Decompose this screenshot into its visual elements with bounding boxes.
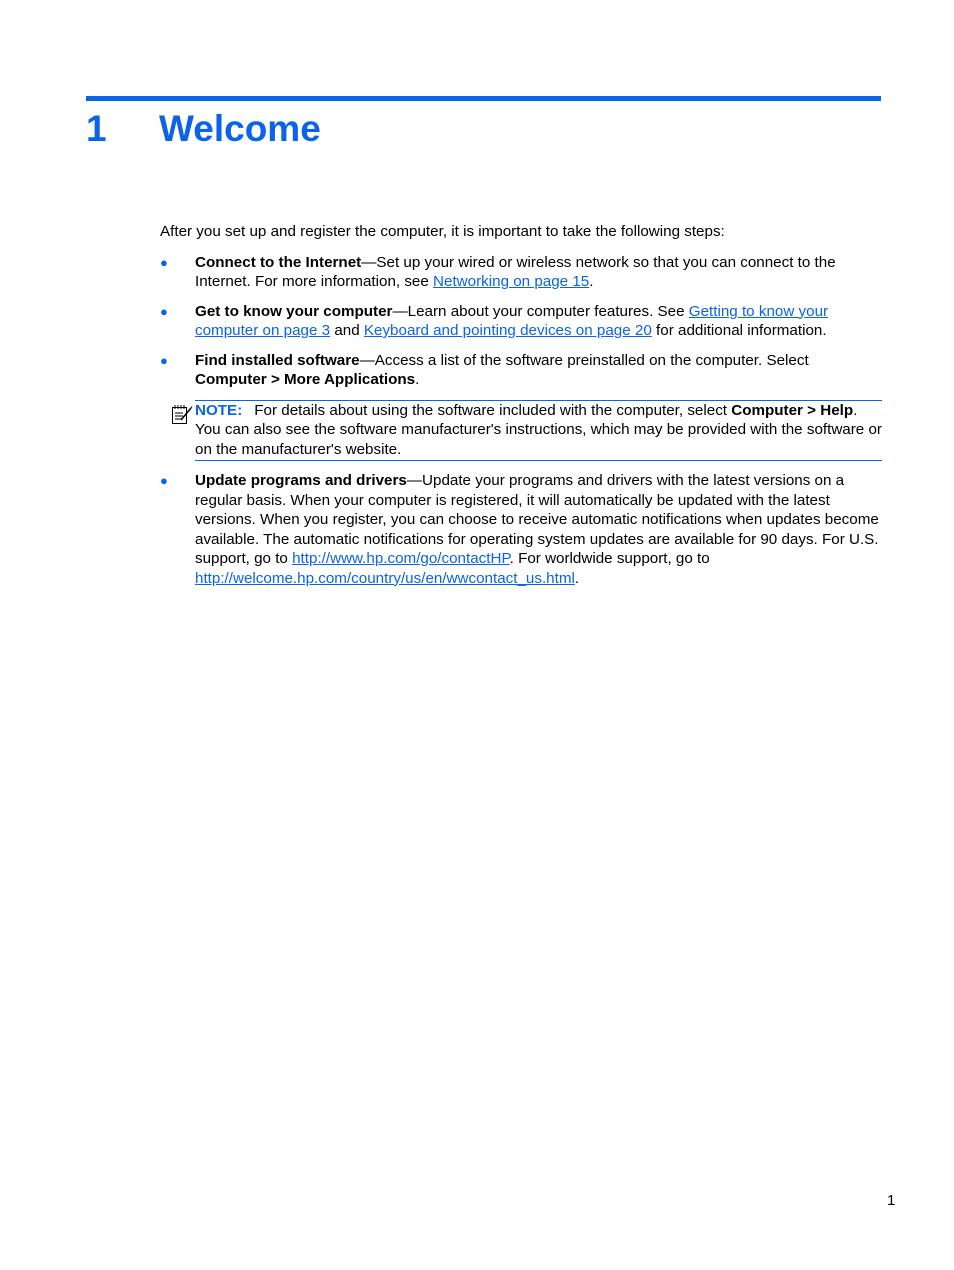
menu-path: Computer > More Applications bbox=[195, 371, 416, 388]
list-item-text: and bbox=[330, 322, 364, 339]
intro-paragraph: After you set up and register the computer, it is important to take the following steps: bbox=[160, 223, 725, 240]
list-item-text: . For worldwide support, go to bbox=[509, 550, 710, 567]
list-item-heading: Update programs and drivers bbox=[195, 472, 407, 489]
link-contact-hp[interactable]: http://www.hp.com/go/contactHP bbox=[292, 550, 510, 567]
list-item-heading: Connect to the Internet bbox=[195, 253, 362, 271]
list-item-text: . bbox=[589, 273, 594, 290]
list-item-text: for additional information. bbox=[651, 322, 827, 339]
chapter-title bbox=[86, 106, 321, 152]
list-item-text: . bbox=[574, 569, 580, 587]
list-item-text: —Update your programs and drivers with the latest versions on a regular basis. When your computer is registered, it will automatically be updated with the latest versions. When you register, you can choose to receive automatic notifications when updates become available. The automatic notifications for operating system updates are available for 90 days. For U.S. support, go to bbox=[195, 472, 879, 567]
list-item-heading: Get to know your computer bbox=[195, 302, 393, 320]
note-label: NOTE: bbox=[195, 401, 243, 419]
bullet-icon: ● bbox=[160, 254, 168, 270]
main-content bbox=[160, 222, 882, 598]
list-item-text: —Learn about your computer features. See bbox=[392, 302, 689, 320]
list-item-text: —Access a list of the software preinstalled on the computer. Select bbox=[359, 351, 809, 369]
note-text: For details about using the software included with the computer, select bbox=[254, 401, 732, 419]
page-number: 1 bbox=[887, 1192, 896, 1209]
link-networking[interactable]: Networking on page 15 bbox=[433, 273, 590, 290]
link-getting-to-know[interactable]: Getting to know your computer on page 3 bbox=[195, 302, 829, 339]
note-box bbox=[195, 400, 882, 462]
chapter-rule bbox=[86, 96, 881, 101]
note-menu-path: Computer > Help bbox=[731, 401, 854, 419]
bullet-icon: ● bbox=[160, 352, 168, 368]
note-icon bbox=[171, 403, 193, 425]
list-item-know-computer bbox=[160, 302, 882, 341]
list-item-update-drivers bbox=[160, 471, 882, 588]
link-worldwide-support[interactable]: http://welcome.hp.com/country/us/en/wwcontact_us.html bbox=[195, 569, 575, 587]
list-item-connect-internet bbox=[160, 253, 882, 292]
list-item-text: —Set up your wired or wireless network so that you can connect to the Internet. For more information, see bbox=[195, 253, 836, 290]
bullet-icon: ● bbox=[160, 473, 168, 488]
note-text: . You can also see the software manufacturer's instructions, which may be provided with the software or on the manufacturer's website. bbox=[195, 401, 882, 458]
list-item-heading: Find installed software bbox=[195, 351, 360, 369]
bullet-icon: ● bbox=[160, 303, 168, 319]
list-item-text: . bbox=[415, 371, 420, 388]
list-item-installed-software bbox=[160, 351, 882, 390]
chapter-title-text: Welcome bbox=[159, 108, 321, 149]
link-keyboard-pointing[interactable]: Keyboard and pointing devices on page 20 bbox=[363, 322, 652, 339]
chapter-number: 1 bbox=[86, 108, 107, 149]
